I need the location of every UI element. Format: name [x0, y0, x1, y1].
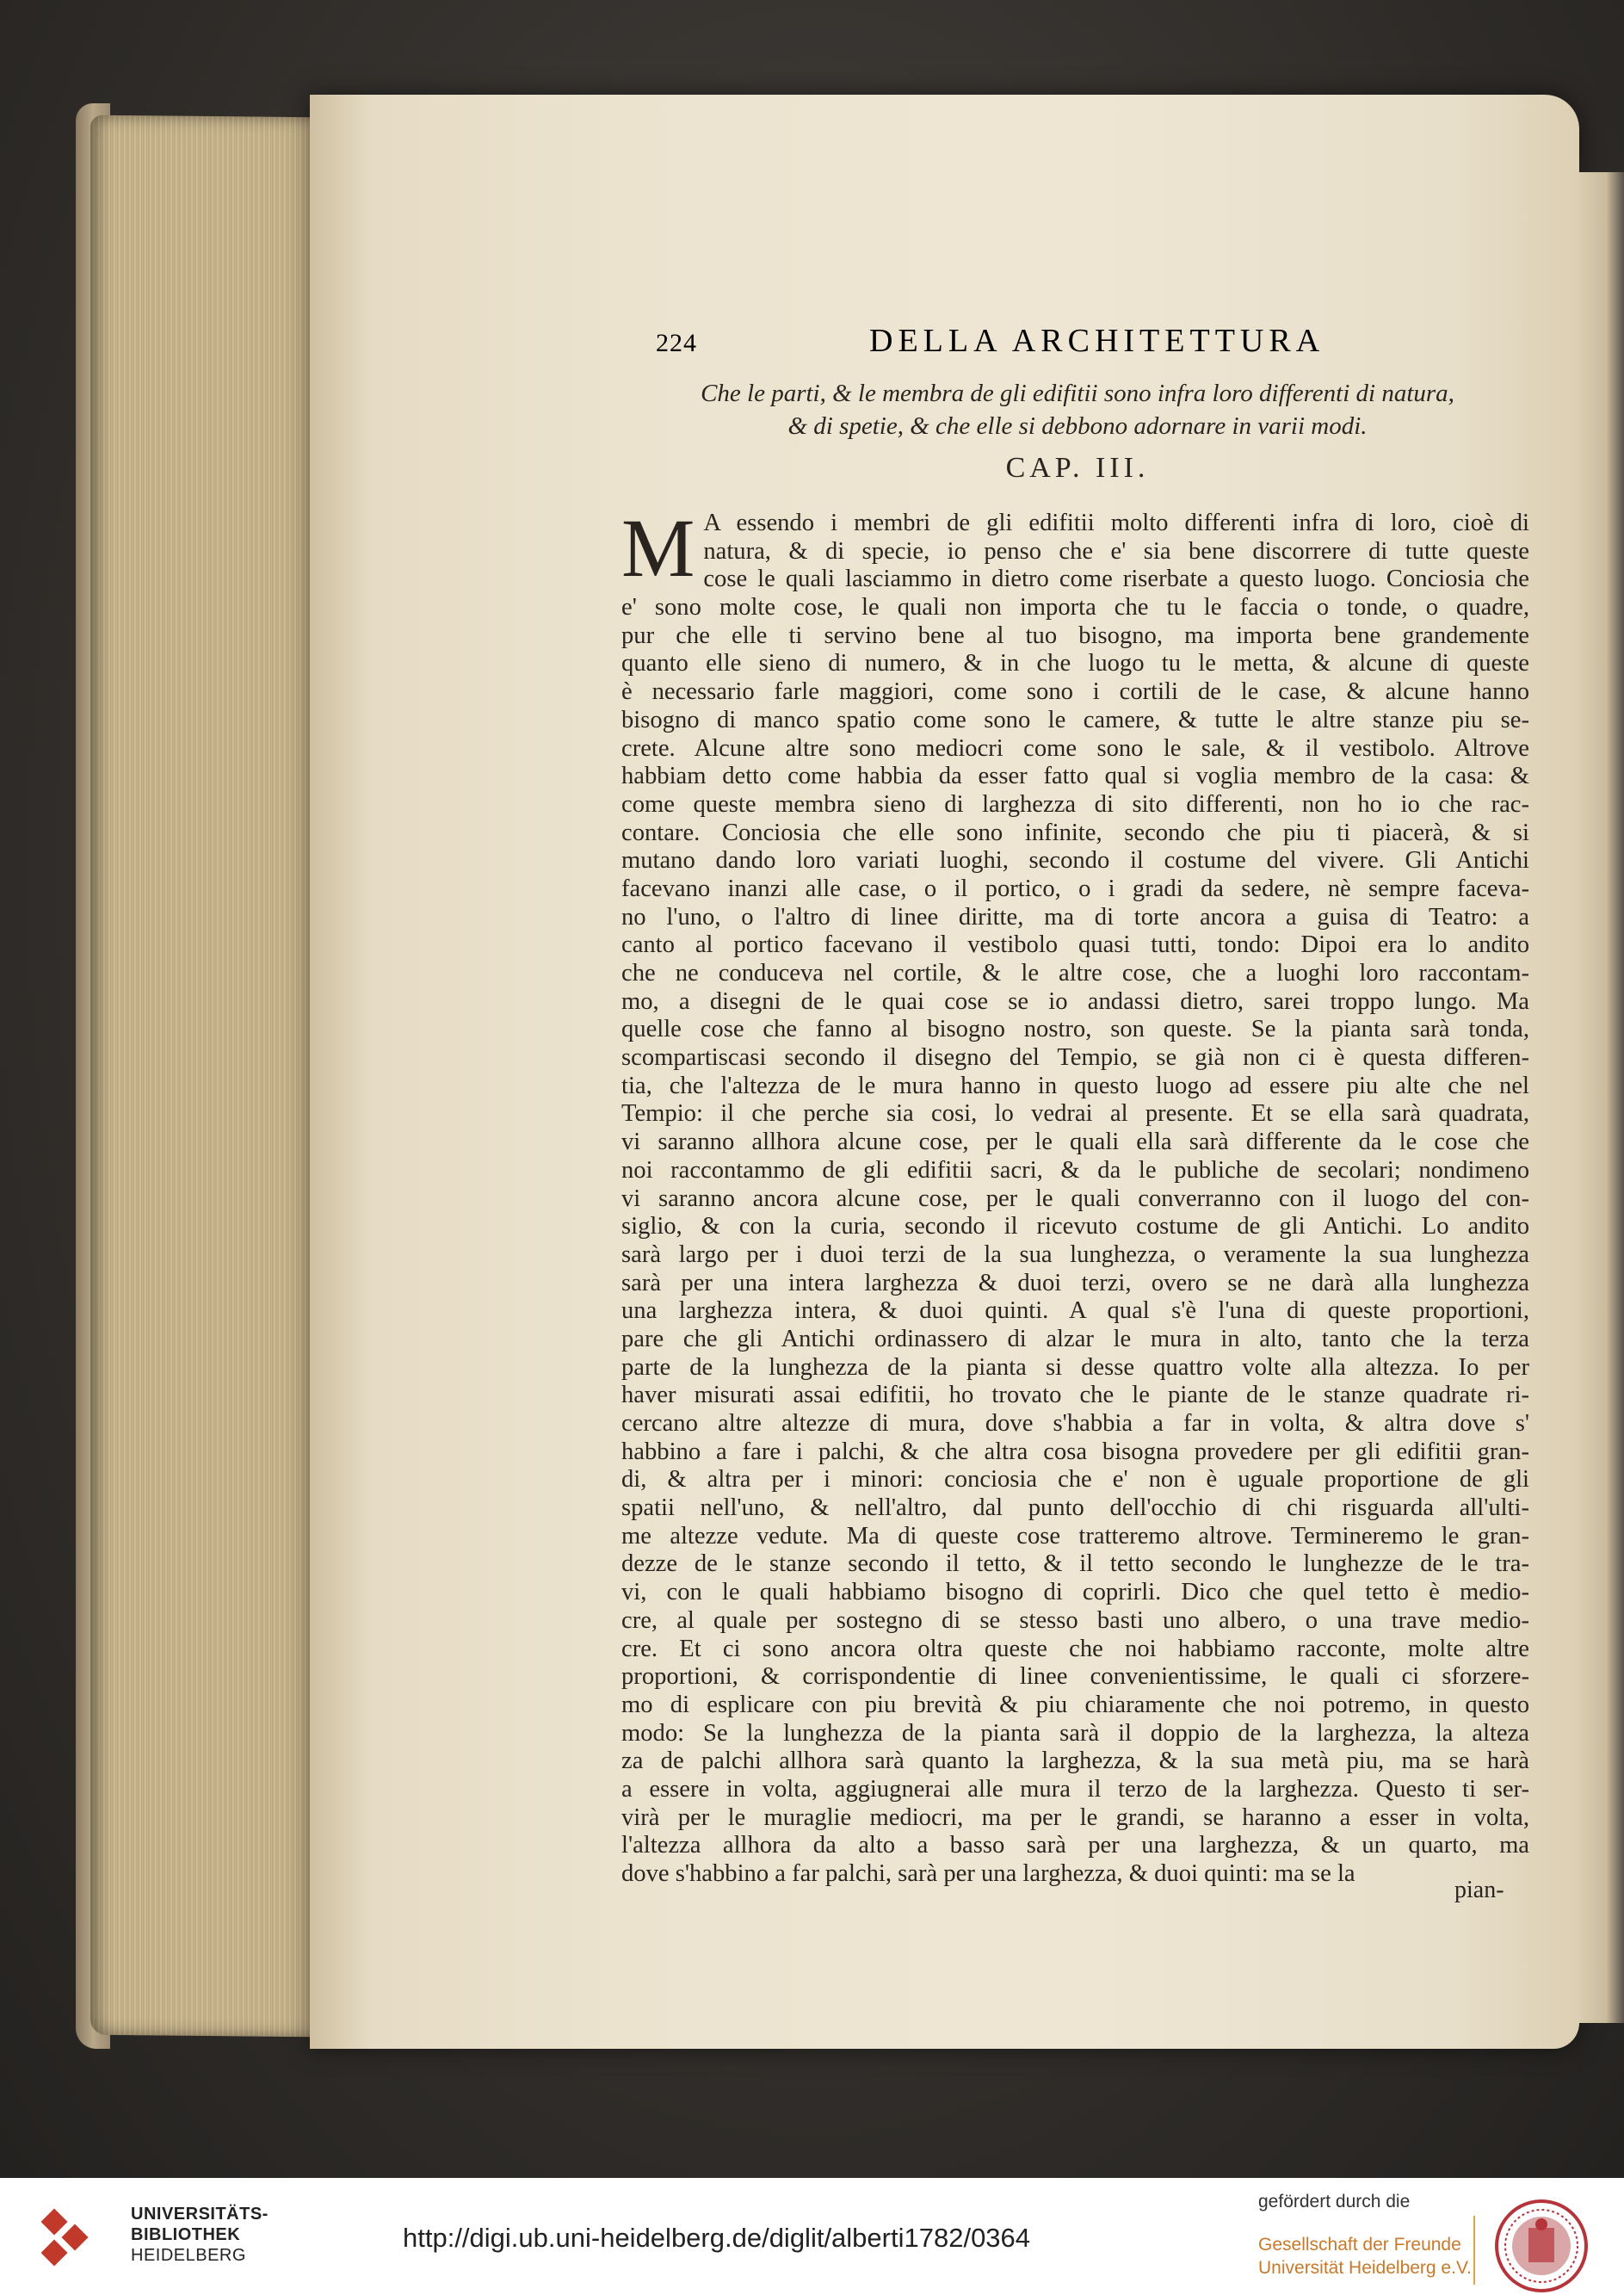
text-line: no l'uno, o l'altro di linee diritte, ma di torte ancora a guisa di Teatro: a: [621, 903, 1529, 931]
text-line: pare che gli Antichi ordinassero di alzar le mura in alto, tanto che la terza: [621, 1325, 1529, 1352]
footer-bar: [0, 2178, 1624, 2295]
text-line: haver misurati assai edifitii, ho trovato che le piante de le stanze quadrate ri-: [621, 1382, 1529, 1409]
chapter-summary: [621, 377, 1534, 442]
society-name-line: Gesellschaft der Freunde: [1258, 2235, 1461, 2255]
facing-page-edge: [1579, 172, 1624, 2023]
text-line: mo, a disegni de le quai cose se io andassi dietro, sarei troppo lungo. Ma: [621, 987, 1529, 1015]
text-line: proportioni, & corrispondentie di linee convenientissime, le quali ci sforzere-: [621, 1663, 1529, 1691]
text-line: e' sono molte cose, le quali non importa che tu le faccia o tonde, o quadre,: [621, 594, 1529, 622]
text-line: virà per le muraglie mediocri, ma per le grandi, se haranno a esser in volta,: [621, 1803, 1529, 1831]
text-line: cre, al quale per sostegno di se stesso basti uno albero, o una trave medio-: [621, 1606, 1529, 1634]
text-line: vi saranno ancora alcune cose, per le quali converranno con il luogo del con-: [621, 1185, 1529, 1212]
text-line: siglio, & con la curia, secondo il ricevuto costume de gli Antichi. Lo andito: [621, 1213, 1529, 1240]
text-line: habbino a fare i palchi, & che altra cosa bisogna provedere per gli edifitii gran-: [621, 1438, 1529, 1465]
chapter-summary-line: Che le parti, & le membra de gli edifitii sono infra loro differenti di natura,: [701, 380, 1454, 407]
text-line: una larghezza intera, & duoi quinti. A qual s'è l'una di queste proportioni,: [621, 1297, 1529, 1325]
drop-cap: M: [621, 502, 695, 594]
text-line: come queste membra sieno di larghezza di sito differenti, non ho io che rac-: [621, 790, 1529, 818]
chapter-title: CAP. III.: [1005, 452, 1150, 484]
text-line: quelle cose che fanno al bisogno nostro, son queste. Se la pianta sarà tonda,: [621, 1016, 1529, 1043]
text-line: pur che elle ti servino bene al tuo bisogno, ma importa bene grandemente: [621, 622, 1529, 649]
library-name-line: BIBLIOTHEK: [131, 2225, 241, 2244]
text-line: canto al portico facevano il vestibolo quasi tutti, tondo: Dipoi era lo andito: [621, 931, 1529, 959]
text-line: vi saranno allhora alcune cose, per le quali ella sarà differente da le cose che: [621, 1129, 1529, 1156]
text-line: modo: Se la lunghezza de la pianta sarà il doppio de la larghezza, la alteza: [621, 1719, 1529, 1747]
society-name: [1258, 2233, 1472, 2280]
text-line: l'altezza allhora da alto a basso sarà per una larghezza, & un quarto, ma: [621, 1832, 1529, 1859]
text-line: cre. Et ci sono ancora oltra queste che noi habbiamo racconte, molte altre: [621, 1635, 1529, 1662]
text-line: habbiam detto come habbia da esser fatto qual si voglia membro de la casa: &: [621, 763, 1529, 790]
text-line: dezze de le stanze secondo il tetto, & il tetto secondo le lunghezze de le tra-: [621, 1550, 1529, 1578]
text-line: che ne conduceva nel cortile, & le altre cose, che a luoghi loro raccontam-: [621, 960, 1529, 987]
ub-heidelberg-logo-icon: [41, 2204, 110, 2273]
page-edges: [90, 115, 323, 2038]
text-line: crete. Alcune altre sono mediocri come sono le sale, & il vestibolo. Altrove: [621, 734, 1529, 762]
catchword: pian-: [1454, 1877, 1504, 1903]
body-text: [621, 502, 1529, 1889]
text-line: cercano altre altezze di mura, dove s'habbia a far in volta, & altra dove s': [621, 1410, 1529, 1437]
text-line: vi, con le quali habbiamo bisogno di coprirli. Dico che quel tetto è medio-: [621, 1579, 1529, 1606]
text-line: bisogno di manco spatio come sono le camere, & tutte le altre stanze piu se-: [621, 706, 1529, 733]
running-head: DELLA ARCHITETTURA: [869, 323, 1325, 359]
text-line: Tempio: il che perche sia cosi, lo vedrai al presente. Et se ella sarà quadrata,: [621, 1100, 1529, 1128]
text-line: scompartiscasi secondo il disegno del Tempio, se già non ci è questa differen-: [621, 1044, 1529, 1072]
text-line: quanto elle sieno di numero, & in che luogo tu le metta, & alcune di queste: [621, 650, 1529, 677]
library-name: [131, 2204, 269, 2266]
society-name-line: Universität Heidelberg e.V.: [1258, 2258, 1472, 2278]
text-line: noi raccontammo de gli edifitii sacri, & da le publiche de secolari; nondimeno: [621, 1156, 1529, 1184]
library-name-line: HEIDELBERG: [131, 2246, 246, 2265]
text-line: sarà per una intera larghezza & duoi terzi, overo se ne darà alla lunghezza: [621, 1269, 1529, 1296]
text-line: sarà largo per i duoi terzi de la sua lunghezza, o veramente la sua lunghezza: [621, 1240, 1529, 1268]
text-line: tia, che l'altezza de le mura hanno in questo luogo ad essere piu alte che nel: [621, 1072, 1529, 1099]
text-line: A essendo i membri de gli edifitii molto differenti infra di loro, cioè di: [703, 510, 1529, 536]
page-header: [656, 323, 1516, 372]
text-line: mo di esplicare con piu brevità & piu chiaramente che noi potremo, in questo: [621, 1691, 1529, 1718]
text-line: me altezze vedute. Ma di queste cose tratteremo altrove. Termineremo le gran-: [621, 1522, 1529, 1550]
library-name-line: UNIVERSITÄTS-: [131, 2205, 269, 2224]
page-number: 224: [656, 329, 697, 357]
footer-divider: [1473, 2216, 1475, 2285]
text-line: parte de la lunghezza de la pianta si desse quattro volte alla altezza. Io per: [621, 1353, 1529, 1381]
permalink-url[interactable]: http://digi.ub.uni-heidelberg.de/diglit/alberti1782/0364: [403, 2223, 1031, 2253]
text-line: za de palchi allhora sarà quanto la larghezza, & la sua metà piu, ma se harà: [621, 1748, 1529, 1775]
text-line: cose le quali lasciammo in dietro come riserbate a questo luogo. Conciosia che: [703, 566, 1529, 593]
text-line: è necessario farle maggiori, come sono i cortili de le case, & alcune hanno: [621, 678, 1529, 706]
funded-by-label: gefördert durch die: [1258, 2192, 1411, 2211]
text-line: spatii nell'uno, & nell'altro, dal punto dell'occhio di chi risguarda all'ulti-: [621, 1494, 1529, 1522]
text-line: dove s'habbino a far palchi, sarà per una larghezza, & duoi quinti: ma se la: [621, 1860, 1355, 1887]
text-line: di, & altra per i minori: conciosia che e' non è uguale proportione de gli: [621, 1466, 1529, 1494]
text-line: facevano inanzi alle case, o il portico, o i gradi da sedere, nè sempre faceva-: [621, 875, 1529, 902]
university-seal-icon: [1494, 2199, 1589, 2293]
text-line: contare. Conciosia che elle sono infinite, secondo che piu ti piacerà, & si: [621, 819, 1529, 846]
text-line: mutano dando loro variati luoghi, secondo il costume del vivere. Gli Antichi: [621, 847, 1529, 875]
chapter-summary-line: & di spetie, & che elle si debbono adornare in varii modi.: [787, 412, 1368, 440]
text-line: a essere in volta, aggiugnerai alle mura il terzo de la larghezza. Questo ti ser-: [621, 1775, 1529, 1803]
text-line: natura, & di specie, io penso che e' sia bene discorrere di tutte queste: [703, 537, 1529, 565]
